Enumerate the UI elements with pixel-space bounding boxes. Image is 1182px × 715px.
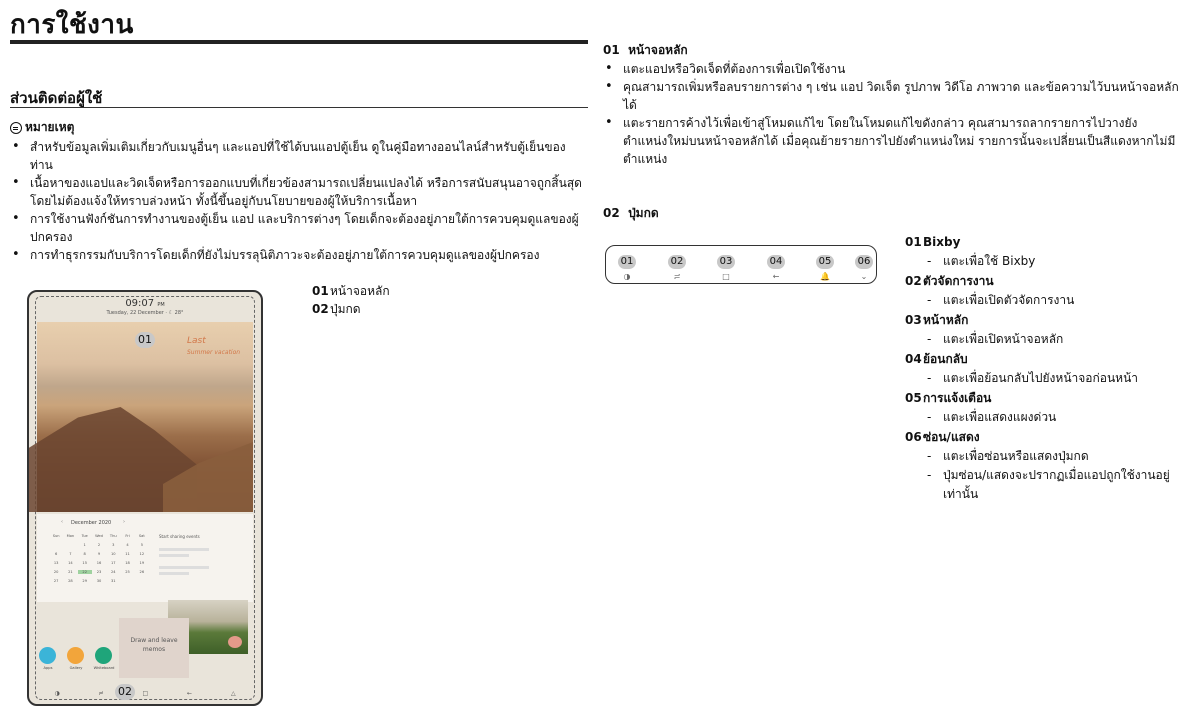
nav-button-name: การแจ้งเตือน [923,391,992,405]
callout-label: หน้าจอหลัก [330,284,390,298]
callout-label: ปุ่มกด [330,302,361,316]
calendar-day [120,579,134,583]
nav-button-name: Bixby [923,235,961,249]
notification-bell-icon: 🔔 [820,272,830,281]
calendar-day: 9 [97,552,101,556]
note-heading-label: หมายเหตุ [25,120,75,134]
nav-button-entry [905,310,1180,349]
nav-button-title [905,349,1180,369]
calendar-day: 3 [112,543,115,547]
weekday-label: Tue [81,534,88,538]
nav-button-desc: - แตะเพื่อเปิดหน้าจอหลัก [905,330,1180,349]
home-screen-item: • คุณสามารถเพิ่มหรือลบรายการต่าง ๆ เช่น แอป วิดเจ็ต รูปภาพ วิดีโอ ภาพวาด และข้อความไว้บนหน้าจอหลักได้ [603,78,1181,114]
note-item: • เนื้อหาของแอปและวิดเจ็ดหรือการออกแบบที่เกี่ยวข้องสามารถเปลี่ยนแปลงได้ หรือการสนับสนุนอาจถูกสิ้นสุดโดยไม่ต้องแจ้งให้ทราบล่วงหน้า ทั้งนี้ขึ้นอยู่กับนโยบายของผู้ให้บริการเนื้อหา [10,174,588,210]
calendar-day: 6 [54,552,58,556]
nav-button-desc: - แตะเพื่อย้อนกลับไปยังหน้าจอก่อนหน้า [905,369,1180,388]
nav-button-num: 04 [905,352,922,366]
home-icon: □ [142,689,149,697]
nav-bar-slot [810,249,840,282]
calendar-month: December 2020 [71,520,112,526]
app-label: Whiteboard [93,666,115,670]
nav-bar-slot [711,249,741,282]
note-heading [10,118,74,137]
nav-button-descriptions [905,232,1180,504]
calendar-day: 2 [97,543,101,547]
calendar-day: 10 [110,552,116,556]
nav-button-entry [905,388,1180,427]
tablet-nav-bar [35,688,255,698]
calendar-day: 24 [110,570,116,574]
sticker-icon [228,636,242,648]
nav-button-desc: - แตะเพื่อใช้ Bixby [905,252,1180,271]
calendar-day: 4 [126,543,129,547]
calendar-grid [49,534,149,583]
calendar-day: 29 [82,579,87,583]
event-placeholder [159,554,189,557]
nav-bar-slot [849,249,879,282]
calendar-next-icon: › [123,519,125,525]
calendar-day [63,543,77,547]
nav-button-num: 02 [905,274,922,288]
nav-button-entry [905,427,1180,504]
calendar-day: 17 [110,561,116,565]
note-item: • การใช้งานฟังก์ชันการทำงานของตู้เย็น แอป และบริการต่างๆ โดยเด็กจะต้องอยู่ภายใต้การควบคุมดูแลของผู้ปกครอง [10,210,588,246]
nav-button-desc: - ปุ่มซ่อน/แสดงจะปรากฏเมื่อแอปถูกใช้งานอยู่เท่านั้น [905,466,1180,504]
calendar-day: 14 [68,561,73,565]
home-icon: □ [722,272,730,281]
notification-bell-icon: △ [230,689,236,697]
calendar-day: 5 [140,543,143,547]
calendar-day: 1 [83,543,86,547]
back-icon: ← [772,272,780,281]
nav-bar-number: 01 [618,255,636,269]
nav-button-name: ย้อนกลับ [923,352,968,366]
weekday-label: Mon [66,534,75,538]
event-placeholder [159,572,189,575]
weekday-label: Sun [52,534,60,538]
callout-legend [312,282,390,318]
note-item: • สำหรับข้อมูลเพิ่มเติมเกี่ยวกับเมนูอื่นๆ และแอปที่ใช้ได้บนแอปตู้เย็น ดูในคู่มือทางออนไลน์สำหรับตู้เย็นของท่าน [10,138,588,174]
nav-button-entry [905,232,1180,271]
calendar-day: 7 [69,552,72,556]
gallery-icon [67,647,84,664]
calendar-day: 26 [139,570,145,574]
callout-item [312,282,390,300]
calendar-prev-icon: ‹ [61,519,63,525]
nav-button-desc: - แตะเพื่อเปิดตัวจัดการงาน [905,291,1180,310]
calendar-day: 15 [82,561,87,565]
weekday-label: Wed [95,534,103,538]
calendar-day: 25 [125,570,130,574]
calendar-day: 18 [125,561,130,565]
callout-num: 01 [312,284,329,298]
nav-button-entry [905,349,1180,388]
nav-bar-slot [761,249,791,282]
nav-bar-number: 06 [855,255,873,269]
nav-buttons-heading-num: 02 [603,206,620,220]
refrigerator-screen-illustration [27,290,263,706]
calendar-day: 21 [68,570,73,574]
calendar-day: 16 [96,561,102,565]
photo-caption [187,336,253,358]
app-label: Apps [43,666,53,670]
nav-bar-number: 02 [668,255,686,269]
clock-time: 09:07 [125,298,155,309]
calendar-day [135,579,149,583]
nav-button-title [905,271,1180,291]
calendar-day: 11 [125,552,130,556]
nav-button-name: ตัวจัดการงาน [923,274,994,288]
event-placeholder [159,548,209,551]
weekday-label: Fri [125,534,130,538]
nav-buttons-heading-label: ปุ่มกด [628,206,659,220]
task-manager-icon: ≓ [98,689,104,697]
calendar-day: 12 [139,552,145,556]
section-divider [10,107,588,108]
calendar-events-label: Start sharing events [159,534,200,539]
title-divider [10,40,588,44]
nav-button-title [905,232,1180,252]
whiteboard-icon [95,647,112,664]
nav-button-num: 03 [905,313,922,327]
chevron-down-icon: ⌄ [860,272,868,281]
nav-button-name: หน้าหลัก [923,313,969,327]
nav-bar-number: 05 [816,255,834,269]
calendar-day: 28 [68,579,73,583]
nav-button-num: 06 [905,430,922,444]
clock-date: Tuesday, 22 December · ☾ 28° [106,310,184,316]
note-item: • การทำธุรกรรมกับบริการโดยเด็กที่ยังไม่บรรลุนิติภาวะจะต้องอยู่ภายใต้การควบคุมดูแลของผู้ปกครอง [10,246,588,264]
photo-widget [37,322,253,512]
note-list [10,138,588,264]
photo-caption-line-2: Summer vacation [187,349,241,356]
nav-button-desc: - แตะเพื่อซ่อนหรือแสดงปุ่มกด [905,447,1180,466]
home-screen-list [603,60,1181,168]
clock-ampm: PM [157,302,165,308]
note-icon [10,122,22,134]
nav-button-name: ซ่อน/แสดง [923,430,980,444]
callout-num: 02 [312,302,329,316]
page-title: การใช้งาน [10,10,134,40]
calendar-day: 30 [96,579,102,583]
callout-item [312,300,390,318]
nav-bar-number: 03 [717,255,735,269]
clock [29,298,261,309]
bixby-icon: ◑ [54,689,60,697]
home-screen-item: • แตะแอปหรือวิดเจ็ดที่ต้องการเพื่อเปิดใช้งาน [603,60,1181,78]
home-screen-item: • แตะรายการค้างไว้เพื่อเข้าสู่โหมดแก้ไข โดยในโหมดแก้ไขดังกล่าว คุณสามารถลากรายการไปวางยังตำแหน่งใหม่บนหน้าจอหลักได้ เมื่อคุณย้ายรายการไปยังตำแหน่งใหม่ รายการนั้นจะเปลี่ยนเป็นสีแดงหากไม่มีตำแหน่ง [603,114,1181,168]
home-screen-heading-num: 01 [603,43,620,57]
photo-caption-line-1: Last [187,336,206,346]
calendar-day: 8 [83,552,86,556]
nav-button-title [905,310,1180,330]
weekday-label: Thu [109,534,117,538]
calendar-day: 20 [53,570,59,574]
memo-widget [119,618,189,678]
nav-bar-slot [662,249,692,282]
calendar-day [49,543,63,547]
nav-button-num: 05 [905,391,922,405]
calendar-day: 31 [110,579,116,583]
nav-buttons-heading [603,204,659,223]
task-manager-icon: ≓ [673,272,681,281]
calendar-day: 27 [53,579,59,583]
memo-text: Draw and leave memos [130,637,178,653]
bixby-icon: ◑ [623,272,631,281]
apps-icon [39,647,56,664]
section-heading: ส่วนติดต่อผู้ใช้ [10,89,103,107]
nav-button-num: 01 [905,235,922,249]
weekday-label: Sat [138,534,145,538]
nav-button-desc: - แตะเพื่อแสดงแผงด่วน [905,408,1180,427]
nav-button-entry [905,271,1180,310]
app-label: Gallery [69,666,83,670]
calendar-day: 22 [78,570,92,574]
nav-bar-number: 04 [767,255,785,269]
nav-bar-diagram [605,245,877,284]
calendar-widget [37,514,253,602]
calendar-day: 19 [139,561,145,565]
callout-badge-nav: 02 [115,684,135,700]
home-screen-heading [603,41,688,60]
back-icon: ← [187,689,193,697]
event-placeholder [159,566,209,569]
home-screen-heading-label: หน้าจอหลัก [628,43,688,57]
nav-button-title [905,388,1180,408]
calendar-day: 13 [53,561,59,565]
nav-bar-slot [612,249,642,282]
callout-badge-home: 01 [135,332,155,348]
calendar-day: 23 [96,570,102,574]
nav-button-title [905,427,1180,447]
